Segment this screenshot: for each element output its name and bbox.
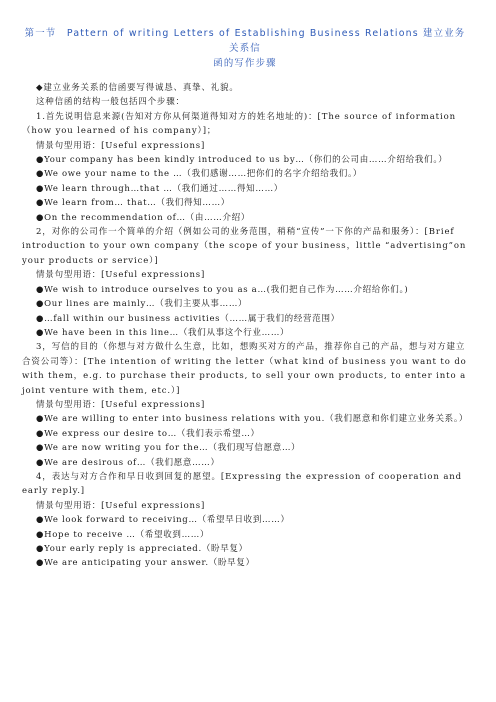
section-1-item: ●We learn through…that …（我们通过……得知……） bbox=[36, 183, 283, 194]
page-title bbox=[22, 26, 468, 71]
section-4-expr-label: 情景句型用语：[Useful expressions] bbox=[36, 500, 206, 511]
section-1-item: ●On the recommendation of…（由……介绍） bbox=[36, 212, 251, 223]
steps-intro: 这种信函的结构一般包括四个步骤： bbox=[36, 97, 185, 108]
section-3-item: ●We express our desire to…（我们表示希望…） bbox=[36, 428, 260, 439]
section-1-item: ●We owe your name to the …（我们感谢……把你们的名字介绍给我们。） bbox=[36, 169, 363, 180]
intro-heading: ◆建立业务关系的信函要写得诚恳、真挚、礼貌。 bbox=[36, 83, 239, 93]
section-2-item: ●We wish to introduce ourselves to you as a…(我们把自己作为……介绍给你们。) bbox=[36, 284, 409, 295]
section-1-item: ●We learn from… that…（我们得知……） bbox=[36, 198, 231, 209]
section-4-item: ●Hope to receive …（希望收到……） bbox=[36, 529, 210, 540]
section-2-heading: 2，对你的公司作一个简单的介绍（例如公司的业务范围，稍稍“宣传”一下你的产品和服务）：[Brief introduction to your own company（the scope of your business，little “advertising”on your products or service）] bbox=[22, 227, 467, 266]
section-2-item: ●Our lines are mainly…（我们主要从事……） bbox=[36, 299, 248, 310]
section-2-expr-label: 情景句型用语：[Useful expressions] bbox=[36, 270, 206, 281]
section-4-item: ●We look forward to receiving…（希望早日收到……） bbox=[36, 515, 290, 526]
section-3-item: ●We are willing to enter into business relations with you.（我们愿意和你们建立业务关系。） bbox=[36, 414, 469, 425]
section-3-item: ●We are now writing you for the…（我们现写信愿意…） bbox=[36, 443, 301, 454]
section-2-item: ●…fall within our business activities（……属于我们的经营范围） bbox=[36, 313, 340, 324]
section-1-expr-label: 情景句型用语：[Useful expressions] bbox=[36, 140, 206, 151]
section-3-item: ●We are desirous of…（我们愿意……） bbox=[36, 457, 220, 468]
section-1-heading: 1.首先说明信息来源(告知对方你从何渠道得知对方的姓名地址的)：[The source of information（how you learned of his company）]； bbox=[22, 111, 456, 137]
section-3-heading: 3，写信的目的（你想与对方做什么生意，比如，想购买对方的产品，推荐你自己的产品，想与对方建立合资公司等）：[The intention of writing the letter（what kind of business you want to do with them，e.g. to purchase their products, to sell your own products, to enter into a joint venture with them, etc.）] bbox=[22, 342, 467, 396]
title-line-2: 函的写作步骤 bbox=[213, 58, 277, 69]
section-4-heading: 4，表达与对方合作和早日收到回复的愿望。[Expressing the expression of cooperation and early reply.] bbox=[22, 471, 463, 497]
title-line-1: 第一节 Pattern of writing Letters of Establishing Business Relations 建立业务关系信 bbox=[24, 28, 466, 54]
section-3-expr-label: 情景句型用语：[Useful expressions] bbox=[36, 399, 206, 410]
section-4-item: ●We are anticipating your answer.（盼早复） bbox=[36, 558, 255, 569]
section-4-item: ●Your early reply is appreciated.（盼早复） bbox=[36, 544, 248, 554]
section-2-item: ●We have been in this line…（我们从事这个行业……） bbox=[36, 327, 290, 338]
section-1-item: ●Your company has been kindly introduced to us by…（你们的公司由……介绍给我们。） bbox=[36, 155, 448, 166]
